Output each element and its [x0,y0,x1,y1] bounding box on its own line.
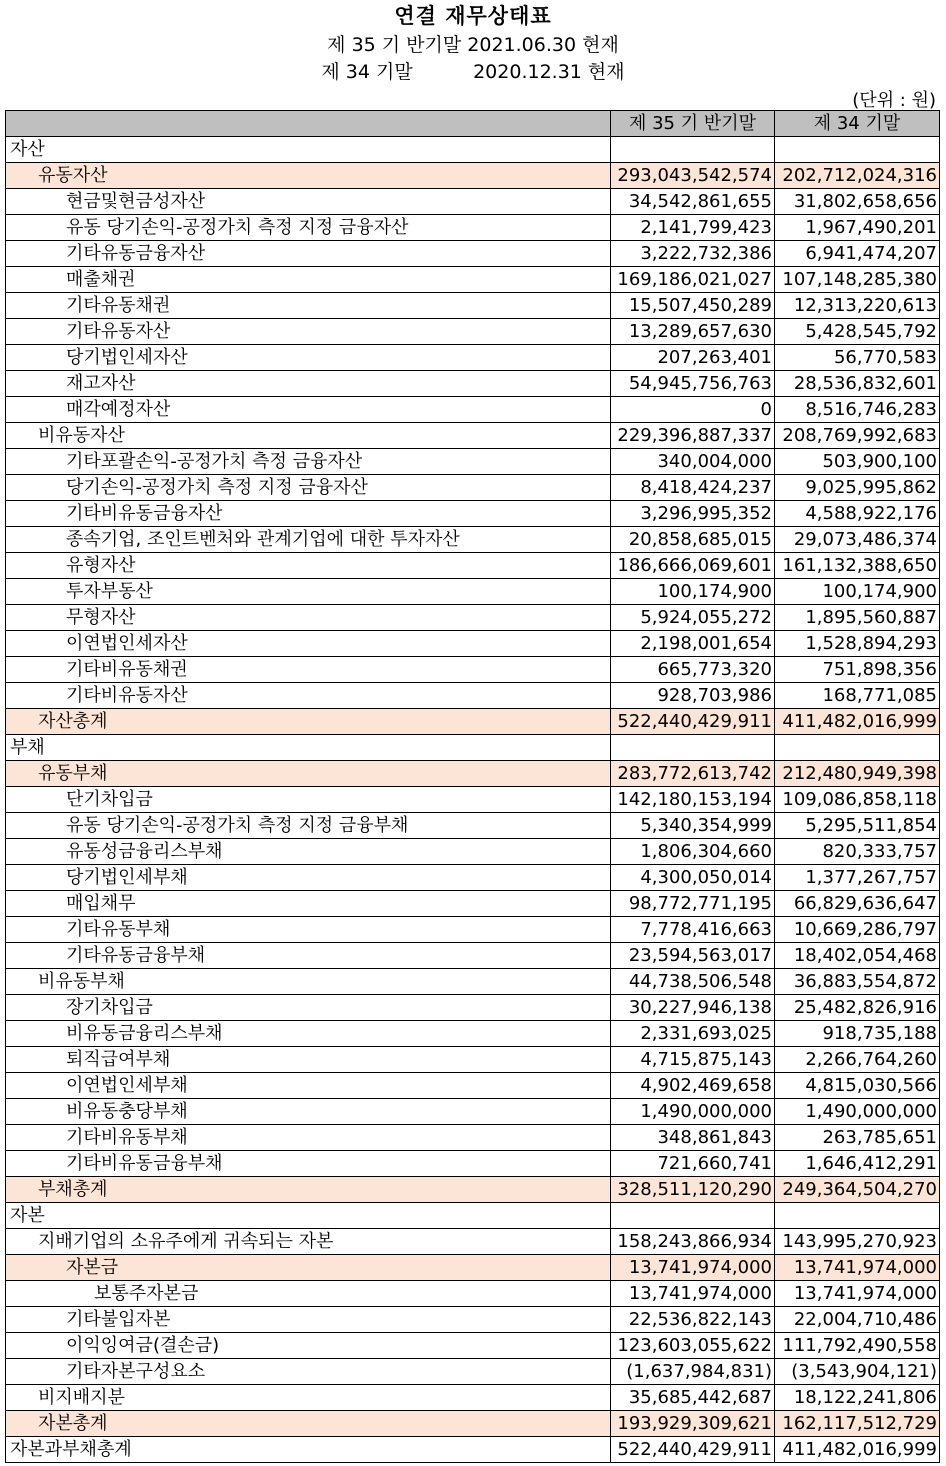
table-row [6,1229,940,1255]
current-period-value: 158,243,866,934 [611,1229,775,1255]
current-period-value: 98,772,771,195 [611,891,775,917]
prior-period-value: 10,669,286,797 [775,917,940,943]
table-row [6,1411,940,1437]
prior-period-value: 249,364,504,270 [775,1177,940,1203]
table-row [6,761,940,787]
table-row [6,943,940,969]
current-period-value: 1,490,000,000 [611,1099,775,1125]
account-label: 이연법인세부채 [6,1073,611,1099]
current-period-value: 229,396,887,337 [611,423,775,449]
prior-period-value [775,137,940,163]
table-row [6,1255,940,1281]
account-label: 유동자산 [6,163,611,189]
current-period-value: 7,778,416,663 [611,917,775,943]
table-row [6,423,940,449]
account-label: 퇴직급여부채 [6,1047,611,1073]
table-row [6,371,940,397]
current-period-value: 4,715,875,143 [611,1047,775,1073]
table-row [6,1073,940,1099]
prior-period-value: 1,377,267,757 [775,865,940,891]
prior-period-value: 751,898,356 [775,657,940,683]
prior-period-value: 6,941,474,207 [775,241,940,267]
table-row [6,267,940,293]
account-label: 장기차입금 [6,995,611,1021]
account-label: 기타비유동금융자산 [6,501,611,527]
account-label: 기타포괄손익-공정가치 측정 금융자산 [6,449,611,475]
period-current: 제 35 기 반기말 2021.06.30 현재 [327,34,619,56]
account-label: 유동부채 [6,761,611,787]
current-period-value: 169,186,021,027 [611,267,775,293]
table-row [6,1307,940,1333]
table-row [6,917,940,943]
table-row [6,215,940,241]
table-row [6,709,940,735]
table-row [6,163,940,189]
prior-period-value: 161,132,388,650 [775,553,940,579]
table-row [6,579,940,605]
table-row [6,397,940,423]
table-row [6,1437,940,1463]
prior-period-value: 25,482,826,916 [775,995,940,1021]
account-label: 기타비유동자산 [6,683,611,709]
table-body [6,137,940,1463]
account-label: 기타유동부채 [6,917,611,943]
current-period-value: 3,296,995,352 [611,501,775,527]
prior-period-value: 100,174,900 [775,579,940,605]
account-label: 기타비유동채권 [6,657,611,683]
current-period-value: 13,741,974,000 [611,1255,775,1281]
current-period-value: 22,536,822,143 [611,1307,775,1333]
current-period-value: (1,637,984,831) [611,1359,775,1385]
prior-period-value: 143,995,270,923 [775,1229,940,1255]
current-period-value: 15,507,450,289 [611,293,775,319]
table-row [6,1125,940,1151]
prior-period-value: 22,004,710,486 [775,1307,940,1333]
current-period-value: 44,738,506,548 [611,969,775,995]
prior-period-value: 12,313,220,613 [775,293,940,319]
account-label: 자산총계 [6,709,611,735]
account-label: 매출채권 [6,267,611,293]
prior-period-value: 28,536,832,601 [775,371,940,397]
current-period-value: 13,741,974,000 [611,1281,775,1307]
prior-period-value: 1,967,490,201 [775,215,940,241]
account-label: 부채총계 [6,1177,611,1203]
current-period-value: 283,772,613,742 [611,761,775,787]
prior-period-value: 9,025,995,862 [775,475,940,501]
page-title: 연결 재무상태표 [394,4,552,28]
account-label: 기타유동금융부채 [6,943,611,969]
table-header-row [6,111,940,137]
current-period-value: 4,902,469,658 [611,1073,775,1099]
account-label: 비유동금융리스부채 [6,1021,611,1047]
account-label: 이연법인세자산 [6,631,611,657]
current-period-value: 5,340,354,999 [611,813,775,839]
current-period-value: 522,440,429,911 [611,709,775,735]
current-period-value: 8,418,424,237 [611,475,775,501]
prior-period-value: 66,829,636,647 [775,891,940,917]
table-row [6,605,940,631]
account-label: 기타불입자본 [6,1307,611,1333]
prior-period-value: 4,815,030,566 [775,1073,940,1099]
account-label: 유동 당기손익-공정가치 측정 지정 금융부채 [6,813,611,839]
prior-period-value: 1,490,000,000 [775,1099,940,1125]
table-row [6,1203,940,1229]
current-period-value: 2,331,693,025 [611,1021,775,1047]
current-period-value [611,137,775,163]
prior-period-value: 208,769,992,683 [775,423,940,449]
prior-period-value: 13,741,974,000 [775,1281,940,1307]
table-row [6,839,940,865]
account-label: 지배기업의 소유주에게 귀속되는 자본 [6,1229,611,1255]
column-header-current: 제 35 기 반기말 [611,111,775,137]
current-period-value: 348,861,843 [611,1125,775,1151]
prior-period-value: 36,883,554,872 [775,969,940,995]
prior-period-value: 5,295,511,854 [775,813,940,839]
table-row [6,1359,940,1385]
prior-period-value: 29,073,486,374 [775,527,940,553]
prior-period-value: 918,735,188 [775,1021,940,1047]
table-row [6,189,940,215]
account-label: 비유동부채 [6,969,611,995]
account-label: 자산 [6,137,611,163]
table-row [6,345,940,371]
table-row [6,683,940,709]
current-period-value: 5,924,055,272 [611,605,775,631]
current-period-value: 522,440,429,911 [611,1437,775,1463]
current-period-value: 100,174,900 [611,579,775,605]
prior-period-value: 162,117,512,729 [775,1411,940,1437]
account-label: 부채 [6,735,611,761]
column-header-account [6,111,611,137]
account-label: 비유동자산 [6,423,611,449]
column-header-prior: 제 34 기말 [775,111,940,137]
table-row [6,1281,940,1307]
prior-period-value: 111,792,490,558 [775,1333,940,1359]
current-period-value: 123,603,055,622 [611,1333,775,1359]
prior-period-value: 1,895,560,887 [775,605,940,631]
table-row [6,1047,940,1073]
table-row [6,1333,940,1359]
table-row [6,475,940,501]
current-period-value: 193,929,309,621 [611,1411,775,1437]
unit-label: (단위 : 원) [852,90,936,111]
current-period-value: 4,300,050,014 [611,865,775,891]
prior-period-value: 263,785,651 [775,1125,940,1151]
table-row [6,501,940,527]
table-row [6,813,940,839]
prior-period-value: 18,122,241,806 [775,1385,940,1411]
table-row [6,657,940,683]
current-period-value [611,1203,775,1229]
account-label: 매입채무 [6,891,611,917]
table-row [6,137,940,163]
current-period-value: 328,511,120,290 [611,1177,775,1203]
prior-period-value: 18,402,054,468 [775,943,940,969]
account-label: 이익잉여금(결손금) [6,1333,611,1359]
current-period-value: 721,660,741 [611,1151,775,1177]
account-label: 자본총계 [6,1411,611,1437]
balance-sheet-table [5,110,940,1463]
prior-period-value: (3,543,904,121) [775,1359,940,1385]
prior-period-value: 503,900,100 [775,449,940,475]
account-label: 단기차입금 [6,787,611,813]
account-label: 기타비유동금융부채 [6,1151,611,1177]
prior-period-value: 411,482,016,999 [775,1437,940,1463]
table-row [6,241,940,267]
table-row [6,891,940,917]
current-period-value: 1,806,304,660 [611,839,775,865]
table-row [6,865,940,891]
current-period-value: 0 [611,397,775,423]
table-row [6,787,940,813]
account-label: 기타유동금융자산 [6,241,611,267]
prior-period-value: 202,712,024,316 [775,163,940,189]
account-label: 종속기업, 조인트벤처와 관계기업에 대한 투자자산 [6,527,611,553]
account-label: 유형자산 [6,553,611,579]
table-row [6,293,940,319]
prior-period-value: 2,266,764,260 [775,1047,940,1073]
account-label: 유동 당기손익-공정가치 측정 지정 금융자산 [6,215,611,241]
account-label: 기타유동자산 [6,319,611,345]
prior-period-value: 411,482,016,999 [775,709,940,735]
current-period-value: 3,222,732,386 [611,241,775,267]
current-period-value: 30,227,946,138 [611,995,775,1021]
current-period-value: 35,685,442,687 [611,1385,775,1411]
account-label: 당기법인세부채 [6,865,611,891]
table-row [6,553,940,579]
current-period-value: 20,858,685,015 [611,527,775,553]
account-label: 당기손익-공정가치 측정 지정 금융자산 [6,475,611,501]
current-period-value: 13,289,657,630 [611,319,775,345]
account-label: 자본 [6,1203,611,1229]
prior-period-value: 4,588,922,176 [775,501,940,527]
prior-period-value: 109,086,858,118 [775,787,940,813]
prior-period-value [775,1203,940,1229]
table-row [6,1021,940,1047]
current-period-value: 2,141,799,423 [611,215,775,241]
prior-period-value: 8,516,746,283 [775,397,940,423]
account-label: 매각예정자산 [6,397,611,423]
current-period-value: 2,198,001,654 [611,631,775,657]
account-label: 현금및현금성자산 [6,189,611,215]
account-label: 투자부동산 [6,579,611,605]
current-period-value: 293,043,542,574 [611,163,775,189]
account-label: 자본금 [6,1255,611,1281]
prior-period-value: 5,428,545,792 [775,319,940,345]
account-label: 비유동충당부채 [6,1099,611,1125]
prior-period-value: 168,771,085 [775,683,940,709]
table-row [6,1385,940,1411]
prior-period-value: 107,148,285,380 [775,267,940,293]
table-row [6,735,940,761]
table-row [6,449,940,475]
account-label: 무형자산 [6,605,611,631]
table-row [6,319,940,345]
prior-period-value: 212,480,949,398 [775,761,940,787]
table-row [6,1177,940,1203]
account-label: 당기법인세자산 [6,345,611,371]
current-period-value: 54,945,756,763 [611,371,775,397]
period-prior: 제 34 기말 2020.12.31 현재 [321,61,625,83]
current-period-value: 665,773,320 [611,657,775,683]
account-label: 자본과부채총계 [6,1437,611,1463]
table-row [6,995,940,1021]
account-label: 기타비유동부채 [6,1125,611,1151]
current-period-value: 207,263,401 [611,345,775,371]
table-row [6,631,940,657]
table-row [6,969,940,995]
current-period-value: 23,594,563,017 [611,943,775,969]
prior-period-value: 13,741,974,000 [775,1255,940,1281]
current-period-value: 186,666,069,601 [611,553,775,579]
table-row [6,527,940,553]
current-period-value [611,735,775,761]
current-period-value: 34,542,861,655 [611,189,775,215]
prior-period-value [775,735,940,761]
account-label: 재고자산 [6,371,611,397]
current-period-value: 142,180,153,194 [611,787,775,813]
prior-period-value: 1,528,894,293 [775,631,940,657]
current-period-value: 928,703,986 [611,683,775,709]
prior-period-value: 1,646,412,291 [775,1151,940,1177]
account-label: 기타자본구성요소 [6,1359,611,1385]
prior-period-value: 31,802,658,656 [775,189,940,215]
account-label: 보통주자본금 [6,1281,611,1307]
account-label: 비지배지분 [6,1385,611,1411]
account-label: 기타유동채권 [6,293,611,319]
table-row [6,1099,940,1125]
table-row [6,1151,940,1177]
current-period-value: 340,004,000 [611,449,775,475]
prior-period-value: 56,770,583 [775,345,940,371]
prior-period-value: 820,333,757 [775,839,940,865]
account-label: 유동성금융리스부채 [6,839,611,865]
